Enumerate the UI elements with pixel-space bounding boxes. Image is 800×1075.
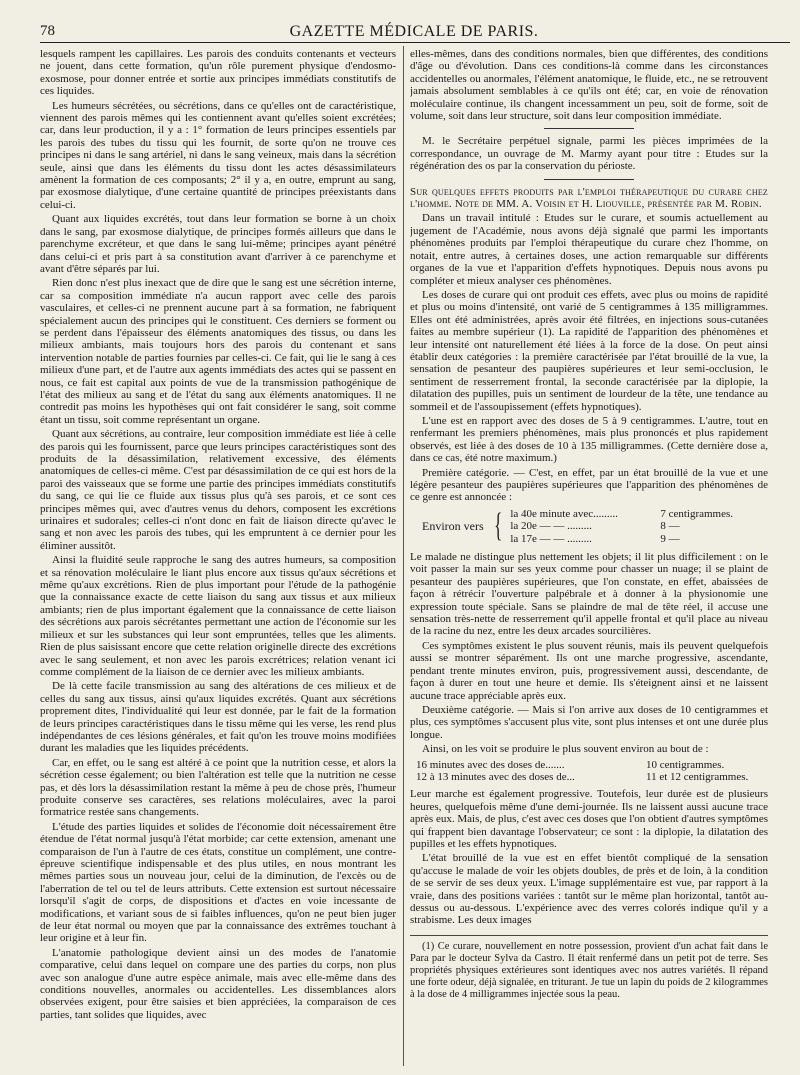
table-cell: 9 — xyxy=(660,532,680,545)
secretary-note: M. le Secrétaire perpétuel signale, parmi les pièces imprimées de la correspondance, un ouvrage de M. Marmy ayant pour titre : Etudes sur la régénération des os par la conservation du périoste. xyxy=(410,135,768,173)
paragraph: Leur marche est également progressive. Toutefois, leur durée est de plusieurs heures, quelquefois même d'une demi-journée. Ils ne laissent aussi aucune trace après eux. Mais, de plus, c'est avec ces doses que l'on obtient d'autres symptômes qui frappent bien davantage l'observateur; ce sont : la diplopie, la dilatation des pupilles et les effets hypnotiques. xyxy=(410,788,768,850)
table-cell: 7 centigrammes. xyxy=(660,507,734,520)
section-rule xyxy=(544,128,634,129)
right-column xyxy=(410,48,768,1066)
paragraph: Ainsi, on les voit se produire le plus souvent environ au bout de : xyxy=(422,743,709,756)
table-row xyxy=(510,508,768,520)
paragraph: L'anatomie pathologique devient ainsi un des modes de l'anatomie comparative, celui dans lequel on compare une des parties du corps, non plus avec son analogue d'une autre espèce animale, mais avec elle-même dans des conditions nouvelles, anormales ou accidentelles. Les dissemblances alors observées exigent, pour être saisies et bien appréciées, la comparaison de ces parties, tant solides que liquides, avec xyxy=(40,946,396,1021)
table-cell: 10 centigrammes. xyxy=(646,758,725,771)
section-rule xyxy=(544,179,634,180)
table-cell: la 20e — — ......... xyxy=(510,520,592,533)
paragraph: lesquels rampent les capillaires. Les parois des conduits contenants et vecteurs ne jouent, dans cette formation, qu'un rôle purement physique d'endosmo-exosmose, pour donner entrée et sortie aux principes immédiats constitutifs de ces liquides. xyxy=(40,48,396,98)
paragraph: Quant aux liquides excrétés, tout dans leur formation se borne à un choix dans le sang, par exosmose dialytique, de principes formés ailleurs que dans le parenchyme excréteur, et que dans le sang lui-même; principes ayant pénétré dans celui-ci et pris part à sa constitution avant d'arriver à ce parenchyme et avant d'être séparés par lui. xyxy=(40,213,396,275)
paragraph: Ces symptômes existent le plus souvent réunis, mais ils peuvent quelquefois aussi se montrer séparément. Ils ont une marche progressive, ascendante, pendant trente minutes environ, puis, progressivement aussi, descendante, de façon à durer en tout une heure et demie. Ils s'éteignent ainsi et ne laissent aucune trace appréciable après eux. xyxy=(410,639,768,702)
page-header xyxy=(38,16,790,40)
table-row xyxy=(510,520,768,532)
paragraph: Ainsi la fluidité seule rapproche le sang des autres humeurs, sa composition et sa rénovation moléculaire le liant plus encore aux tissus qu'aux sécrétions et même qu'aux excrétions. Rien de plus important pour l'étude de la pathogénie que la connaissance exacte de cette liaison du sang aux tissus et aux milieux ambiants; rien de plus important également que la connaissance de cette liaison des sécrétions aux parois sécrétantes permettant une action de l'économie sur les milieux et sur les substances qui leur sont empruntées, telles que les aliments. Rien de plus saisissant encore que cette relation originelle directe des excrétions avec le sang seulement, et non avec les parois excrétrices; relation venant ici comme complément de la liaison de ce dernier avec les milieux ambiants. xyxy=(40,554,396,678)
table-cell: 12 à 13 minutes avec des doses de... xyxy=(416,770,575,783)
table-label: Environ vers xyxy=(422,519,484,534)
paragraph: Les doses de curare qui ont produit ces effets, avec plus ou moins de rapidité et plus ou moins d'intensité, ont varié de 5 centigrammes à 135 milligrammes. Elles ont été administrées, après avoir été filtrées, en injections sous-cutanées faites au membre supérieur (1). La rapidité de l'apparition des phénomènes et leur intensité ont naturellement été liées à la force de la dose. On peut ainsi établir deux catégories : la première caractérisée par l'état brouillé de la vue, la sensation de pesanteur des paupières supérieures et leur semi-occlusion, le sentiment de resserrement frontal, la seconde caractérisée par la diplopie, la dilatation des pupilles, puis un sentiment de lourdeur de la tête, une tendance au sommeil et de l'assoupissement (effets hypnotiques). xyxy=(410,288,768,413)
paragraph: Deuxième catégorie. — Mais si l'on arrive aux doses de 10 centigrammes et plus, ces symptômes s'accusent plus vite, sont plus intenses et ont une durée plus longue. xyxy=(410,703,768,741)
paragraph: Rien donc n'est plus inexact que de dire que le sang est une sécrétion interne, car sa composition immédiate n'a aucun rapport avec celle des parois vasculaires, et celles-ci ne prennent aucune part à sa formation, ne fabriquent spécialement aucun des principes qui le constituent. Ces derniers se forment ou se perdent dans l'épaisseur des éléments anatomiques des tissus, ou dans les milieux ambiants, mais toujours hors des parois du contenant et sans intervention notable de parties fournies par celles-ci. Ce fait, qui lie le sang à ces milieux d'une part, et de l'autre aux agents immédiats des actes qui se passent en nous, ce fait est capital aux points de vue de la transmission pathogénique de l'état des milieux au sang et de l'état du sang aux éléments anatomiques. Il ne contredit pas moins les hypothèses qui ont fait considérer le sang, soit comme étant un tissu, soit comme représentant un organe. xyxy=(40,277,396,426)
table-cell: 16 minutes avec des doses de....... xyxy=(416,758,565,771)
paragraph: De là cette facile transmission au sang des altérations de ces milieux et de celles du sang aux tissus, ainsi qu'aux liquides excrétés. Quant aux sécrétions proprement dites, l'individualité qui leur est donnée, par le fait de la formation de leurs principes caractéristiques dans le tissu même qui les verse, les rend plus indépendantes de ces lésions générales, et fait qu'on les trouve moins modifiées durant les maladies que les liquides précédents. xyxy=(40,680,396,755)
footnote: (1) Ce curare, nouvellement en notre possession, provient d'un achat fait dans le Para par le docteur Sylva da Castro. Il était renfermé dans un petit pot de terre. Ses propriétés physiques extérieures sont identiques avec nos autres variétés. Il répand une forte odeur, déjà signalée, en triturant. Je tue un lapin du poids de 2 kilogrammes à la dose de 4 milligrammes injectée sous la peau. xyxy=(410,940,768,1000)
header-rule xyxy=(40,42,790,43)
paragraph: Car, en effet, ou le sang est altéré à ce point que la nutrition cesse, et alors la sécrétion cesse également; ou bien l'altération est telle que la nutrition ne cesse pas, et dès lors la désassimilation restant la même à peu de chose près, l'humeur produite conserve ses caractères, ses relations moléculaires, avec la paroi formatrice restée sans changements. xyxy=(40,756,396,819)
paragraph: Quant aux sécrétions, au contraire, leur composition immédiate est liée à celle des parois qui les fournissent, parce que leurs principes caractéristiques sont des produits de la désassimilation, relativement excessive, des éléments anatomiques de celles-ci même. C'est par désassimilation de ce qui est hors de la paroi des vaisseaux que se forme une partie des principes immédiats constitutifs du sang, ce qui lie ce fluide aux tissus plus qu'à ses parois, et ce sont ces principes mêmes qui, avec d'autres venus du dehors, composent les excrétions urinaires et sudorales; celles-ci n'ont donc en fait de liaison directe qu'avec le sang et non avec les parois des tubes, qui les empruntent à ce dernier pour les éliminer aussitôt. xyxy=(40,428,396,552)
left-column xyxy=(40,48,396,1063)
table-cell: 11 et 12 centigrammes. xyxy=(646,770,749,783)
table-row xyxy=(416,771,768,783)
table-cell: la 17e — — ......... xyxy=(510,532,592,545)
footnote-rule xyxy=(410,935,768,936)
paragraph: Dans un travail intitulé : Etudes sur le curare, et soumis actuellement au jugement de l'Académie, nous avons déjà signalé que parmi les importants phénomènes produits par l'emploi thérapeutique du curare chez l'homme, on notait, entre autres, à certaines doses, une action remarquable sur différents organes de la vue et l'apparition d'effets hypnotiques. Depuis nous avons pu compléter et mieux analyser ces phénomènes. xyxy=(410,212,768,287)
table-cell: 8 — xyxy=(660,520,680,533)
paragraph: Première catégorie. — C'est, en effet, par un état brouillé de la vue et une légère pesanteur des paupières supérieures que l'apparition des phénomènes de ce genre est annoncée : xyxy=(410,466,768,504)
journal-title: GAZETTE MÉDICALE DE PARIS. xyxy=(289,23,539,40)
paragraph: Les humeurs sécrétées, ou sécrétions, dans ce qu'elles ont de caractéristique, viennent des parois mêmes qui les contiennent avant qu'elles soient excrétées; car, dans leur production, il y a : 1° formation de leurs principes essentiels par les parois des tubes du tissu qui les fournit, de sorte qu'on ne trouve ces principes ni dans le sang artériel, ni dans le sang veineux, mais dans la sécrétion seule, ainsi que dans les éléments du tissu dont les actes désassimilateurs amènent la formation de ces composants; 2° il y a, en outre, emprunt au sang, par exosmose dialytique, d'une certaine quantité de principes préexistants dans celui-ci. xyxy=(40,99,396,211)
section-title: Sur quelques effets produits par l'emploi thérapeutique du curare chez l'homme. Note de MM. A. Voisin et H. Liouville, présentée par M. Robin. xyxy=(410,185,768,211)
dose-table-second xyxy=(416,759,768,784)
dose-table-first xyxy=(410,508,768,545)
page-number: 78 xyxy=(40,23,55,39)
paragraph: L'état brouillé de la vue est en effet bientôt compliqué de la sensation qu'accuse le malade de voir les objets doubles, de près et de loin, à la condition de se servir de ses deux yeux. L'image supplémentaire est vue, par rapport à la vraie, dans des positions variées : tantôt sur le même plan horizontal, tantôt au-dessus ou au-dessous. L'expérience avec des verres colorés indique qu'il y a strabisme. Les deux images xyxy=(410,852,768,927)
table-row xyxy=(416,759,768,771)
table-cell: la 40e minute avec......... xyxy=(510,507,618,520)
table-row xyxy=(510,533,768,545)
column-divider xyxy=(403,46,404,1066)
paragraph: Le malade ne distingue plus nettement les objets; il lit plus difficilement : on le voit passer la main sur ses yeux comme pour chasser un nuage; il se plaint de pesanteur des paupières supérieures, que l'on constate, en effet, abaissées de façon à rétrécir l'ouverture palpébrale et à donner à la physionomie une expression toute spéciale. Sans se plaindre de mal de tête réel, il accuse une sensation très-nette de resserrement qu'il appelle frontal et qu'il place au niveau de la racine du nez, entre les deux arcades sourcilières. xyxy=(410,551,768,638)
paragraph: L'une est en rapport avec des doses de 5 à 9 centigrammes. L'autre, tout en renfermant les premiers phénomènes, mais plus prononcés et plus rapidement observés, est liée à des doses de 10 à 135 milligrammes. (Cette dernière dose a, dans ce cas, été notre maximum.) xyxy=(410,414,768,465)
paragraph: elles-mêmes, dans des conditions normales, bien que différentes, des conditions d'âge ou d'évolution. Dans ces conditions-là comme dans les circonstances accidentelles ou anormales, l'élément anatomique, le fluide, etc., ne se retrouvent jamais absolument semblables à ce qu'ils ont été; car, en voie de rénovation moléculaire continue, ils changent incessamment un peu, soit de forme, soit de volume, soit dans leur structure, soit dans leur composition immédiate. xyxy=(410,48,768,123)
brace-glyph: { xyxy=(494,507,503,545)
paragraph: L'étude des parties liquides et solides de l'économie doit nécessairement être étendue de l'état normal jusqu'à l'état morbide; car cette extension, amenant une comparaison de l'un à l'autre de ces états, constitue un complément, une contre-épreuve scientifique indispensable et des plus utiles, en nous montrant les mêmes parties sous un nouveau jour, celui de la diminution, de l'excès ou de l'aberration de tel ou tel de leurs attributs. Cette extension est surtout nécessaire lorsqu'il s'agit de corps, de dispositions et d'actes en voie incessante de modifications, et variant sous de si faibles influences, qu'on ne peut bien juger de leur état normal ou moyen que par la connaissance des extrêmes touchant à leur origine et à leur fin. xyxy=(40,820,396,945)
